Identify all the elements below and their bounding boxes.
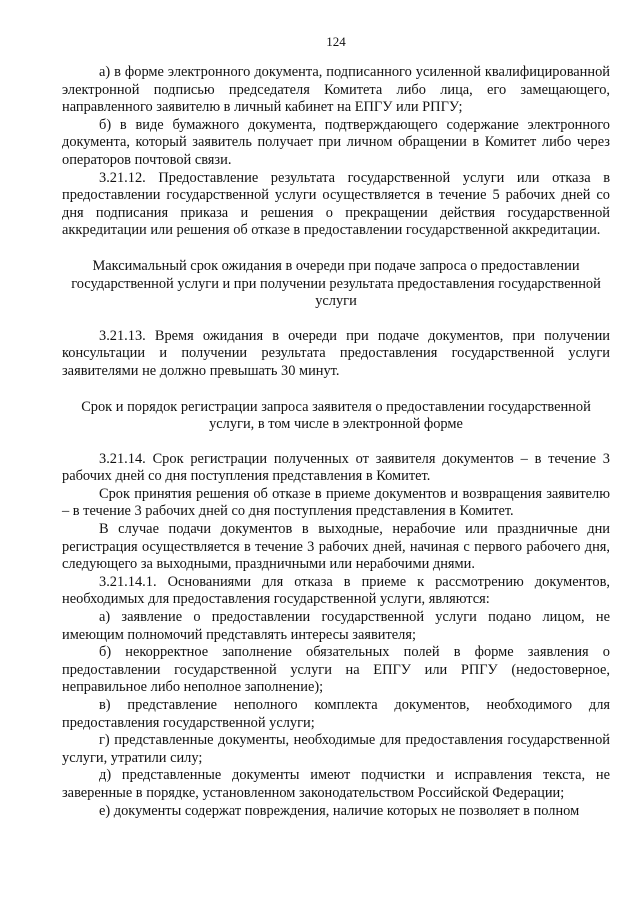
paragraph: 3.21.12. Предоставление результата государственной услуги или отказа в предоставлении государственной услуги осуществляется в течение 5 рабочих дней со дня подписания приказа и решения о прекращении действия государственной аккредитации или решения об отказе в предоставлении государственной аккредитации. (62, 169, 610, 239)
list-item: е) документы содержат повреждения, наличие которых не позволяет в полном (99, 802, 580, 819)
paragraph: Срок принятия решения об отказе в приеме документов и возвращения заявителю – в течение 3 рабочих дней со дня поступления представления в Комитет. (62, 485, 610, 520)
list-item: д) представленные документы имеют подчистки и исправления текста, не заверенные в порядке, установленном законодательством Российской Федерации; (62, 767, 610, 801)
paragraph: 3.21.13. Время ожидания в очереди при подаче документов, при получении консультации и получении результата предоставления государственной услуги заявителями не должно превышать 30 минут. (62, 327, 610, 379)
paragraph: а) в форме электронного документа, подписанного усиленной квалифицированной электронной подписью председателя Комитета либо лица, его замещающего, направленного заявителю в личный кабинет на ЕПГУ или РПГУ; (62, 64, 610, 116)
list-item: б) некорректное заполнение обязательных полей в форме заявления о предоставлении государственной услуги на ЕПГУ или РПГУ (недостоверное, неправильное либо неполное заполнение); (62, 644, 610, 696)
paragraph: 3.21.14. Срок регистрации полученных от заявителя документов – в течение 3 рабочих дней со дня поступления представления в Комитет. (62, 450, 610, 485)
list-item: а) заявление о предоставлении государственной услуги подано лицом, не имеющим полномочий представлять интересы заявителя; (62, 609, 610, 643)
paragraph: 3.21.14.1. Основаниями для отказа в приеме к рассмотрению документов, необходимых для предоставления государственной услуги, являются: (62, 573, 610, 608)
paragraph: В случае подачи документов в выходные, нерабочие или праздничные дни регистрация осуществляется в течение 3 рабочих дней, начиная с первого рабочего дня, следующего за выходными, праздничными или нерабочими днями. (62, 521, 610, 573)
list-item: в) представление неполного комплекта документов, необходимого для предоставления государственной услуги; (62, 697, 610, 731)
section-heading: Максимальный срок ожидания в очереди при подаче запроса о предоставлении государственной услуги и при получении результата предоставления государственной услуги (71, 257, 601, 310)
section-heading: Срок и порядок регистрации запроса заявителя о предоставлении государственной услуги, в том числе в электронной форме (81, 398, 591, 433)
page-number: 124 (326, 34, 346, 49)
list-item: г) представленные документы, необходимые для предоставления государственной услуги, утратили силу; (62, 732, 610, 766)
paragraph: б) в виде бумажного документа, подтверждающего содержание электронного документа, который заявитель получает при личном обращении в Комитет либо через операторов почтовой связи. (62, 116, 610, 168)
document-page (62, 34, 610, 820)
